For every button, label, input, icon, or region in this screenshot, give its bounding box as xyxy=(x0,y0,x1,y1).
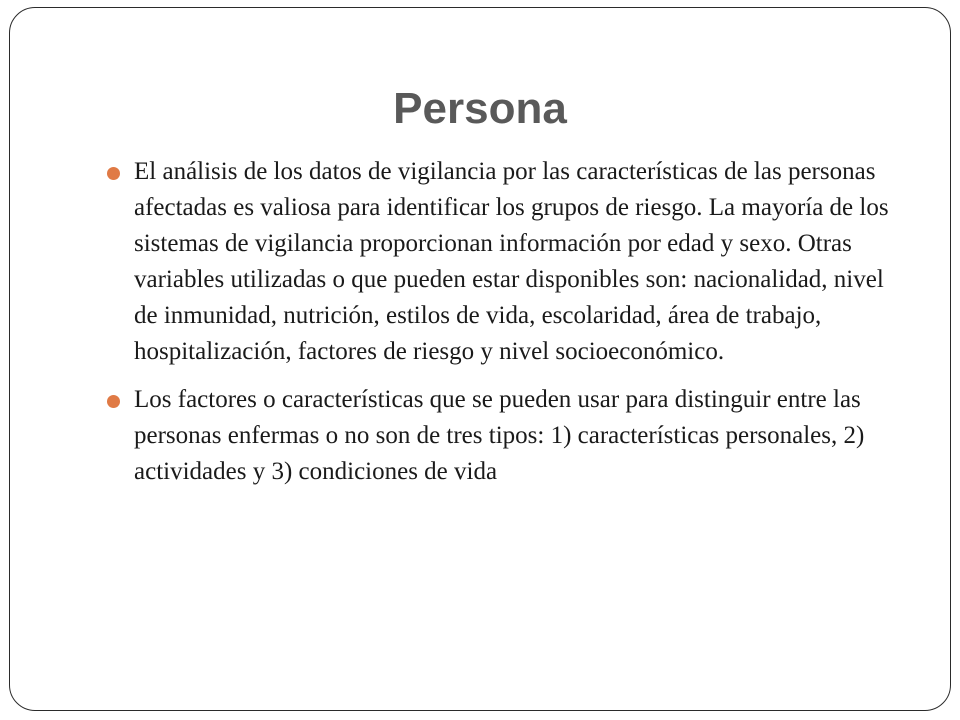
bullet-text: Los factores o características que se pueden usar para distinguir entre las personas enfermas o no son de tres tipos: 1) características personales, 2) actividades y 3) condiciones de vida xyxy=(134,386,865,485)
bullet-item xyxy=(104,154,904,370)
bullet-list xyxy=(104,154,904,502)
bullet-dot-icon xyxy=(107,167,120,180)
bullet-item xyxy=(104,382,904,490)
slide-title: Persona xyxy=(393,84,567,133)
bullet-dot-icon xyxy=(107,395,120,408)
bullet-text: El análisis de los datos de vigilancia por las características de las personas afectadas es valiosa para identificar los grupos de riesgo. La mayoría de los sistemas de vigilancia proporcionan información por edad y sexo. Otras variables utilizadas o que pueden estar disponibles son: nacionalidad, nivel de inmunidad, nutrición, estilos de vida, escolaridad, área de trabajo, hospitalización, factores de riesgo y nivel socioeconómico. xyxy=(134,158,889,365)
